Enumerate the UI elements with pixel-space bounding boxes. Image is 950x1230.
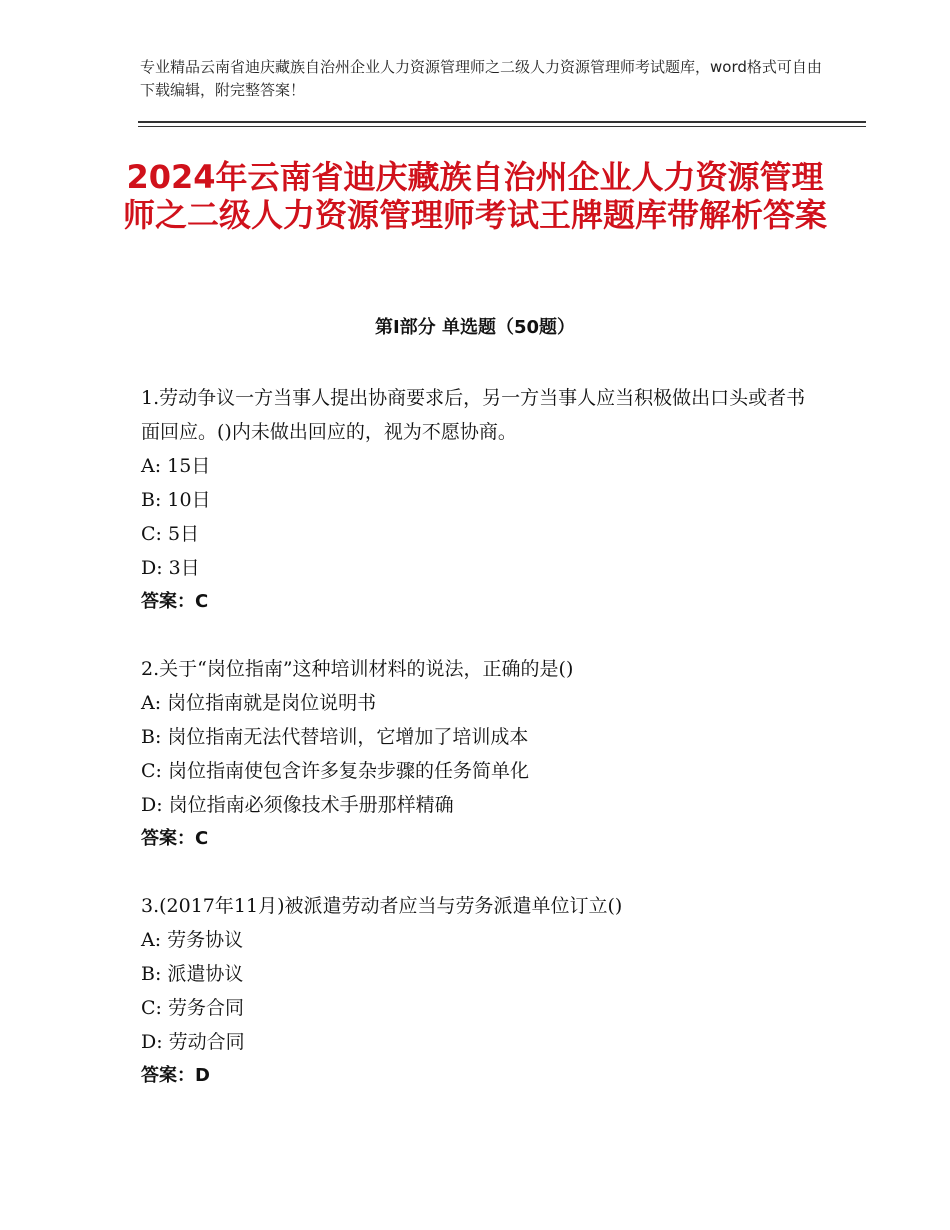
option-d: D: 3日 xyxy=(141,557,200,579)
option-b: B: 岗位指南无法代替培训，它增加了培训成本 xyxy=(141,726,529,748)
question-2 xyxy=(141,652,821,856)
option-c: C: 岗位指南使包含许多复杂步骤的任务简单化 xyxy=(141,760,529,782)
question-list xyxy=(141,381,821,1126)
question-stem: 3.(2017年11月)被派遣劳动者应当与劳务派遣单位订立() xyxy=(141,895,623,917)
section-title: 第Ⅰ部分 单选题（50题） xyxy=(374,317,575,338)
header-divider-thick xyxy=(138,121,866,123)
option-a: A: 15日 xyxy=(141,455,211,477)
header-divider-thin xyxy=(138,126,866,127)
option-d: D: 岗位指南必须像技术手册那样精确 xyxy=(141,794,454,816)
document-header-note: 专业精品云南省迪庆藏族自治州企业人力资源管理师之二级人力资源管理师考试题库，word格式可自由下载编辑，附完整答案！ xyxy=(140,58,822,99)
answer: 答案：D xyxy=(141,1065,210,1086)
option-c: C: 5日 xyxy=(141,523,200,545)
question-stem: 1.劳动争议一方当事人提出协商要求后，另一方当事人应当积极做出口头或者书面回应。()内未做出回应的，视为不愿协商。 xyxy=(141,387,806,443)
option-b: B: 派遣协议 xyxy=(141,963,244,985)
option-d: D: 劳动合同 xyxy=(141,1031,245,1053)
answer: 答案：C xyxy=(141,828,209,849)
answer: 答案：C xyxy=(141,591,209,612)
option-a: A: 岗位指南就是岗位说明书 xyxy=(141,692,377,714)
question-1 xyxy=(141,381,821,619)
option-c: C: 劳务合同 xyxy=(141,997,244,1019)
document-title: 2024年云南省迪庆藏族自治州企业人力资源管理师之二级人力资源管理师考试王牌题库带解析答案 xyxy=(122,158,827,234)
question-3 xyxy=(141,889,821,1093)
option-b: B: 10日 xyxy=(141,489,211,511)
option-a: A: 劳务协议 xyxy=(141,929,244,951)
question-stem: 2.关于“岗位指南”这种培训材料的说法，正确的是() xyxy=(141,658,574,680)
